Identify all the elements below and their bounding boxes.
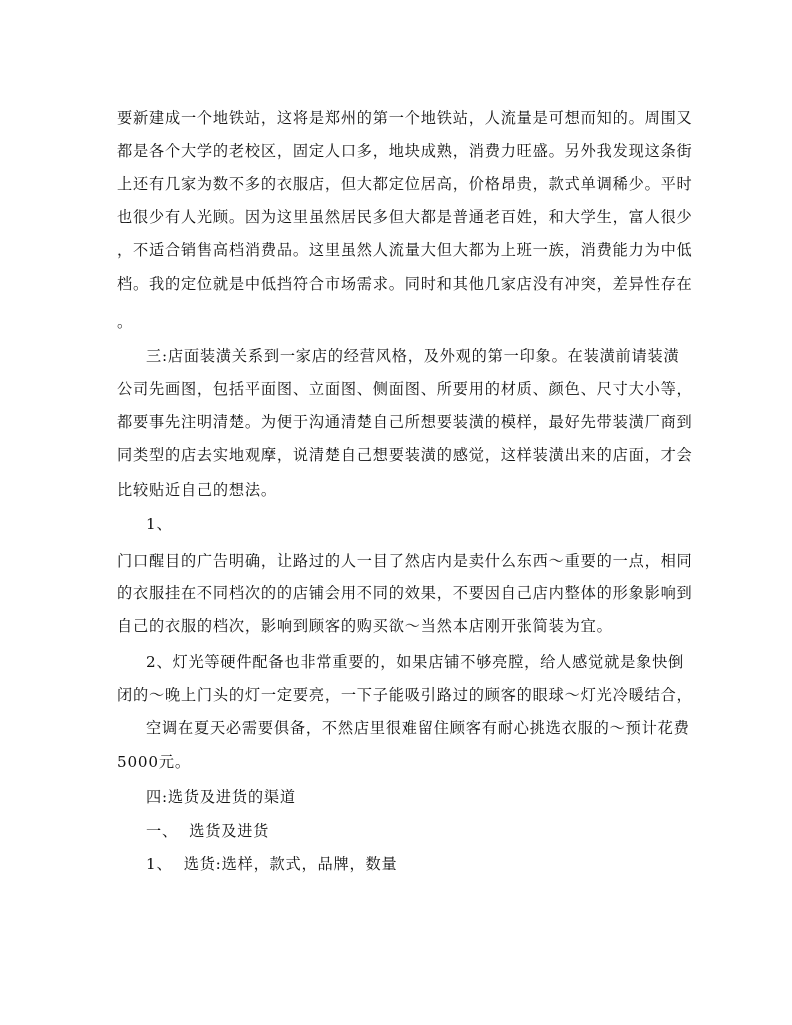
section-heading-4: 四:选货及进货的渠道	[146, 788, 296, 806]
text-line: 上还有几家为数不多的衣服店，但大都定位居高，价格昂贵，款式单调稀少。平时	[117, 175, 693, 193]
subsection-heading: 一、 选货及进货	[146, 822, 270, 840]
list-item-1: 1、 选货:选样，款式，品牌，数量	[146, 855, 398, 873]
text-line: 门口醒目的广告明确，让路过的人一目了然店内是卖什么东西～重要的一点，相同	[117, 552, 693, 570]
text-line: 档。我的定位就是中低挡符合市场需求。同时和其他几家店没有冲突，差异性存在	[117, 275, 693, 293]
text-line: 的衣服挂在不同档次的的店铺会用不同的效果，不要因自己店内整体的形象影响到	[117, 584, 693, 602]
text-line: 同类型的店去实地观摩，说清楚自己想要装潢的感觉，这样装潢出来的店面，才会	[117, 446, 693, 464]
text-line: 要新建成一个地铁站，这将是郑州的第一个地铁站，人流量是可想而知的。周围又	[117, 109, 693, 127]
text-line: 闭的～晚上门头的灯一定要亮，一下子能吸引路过的顾客的眼球～灯光冷暖结合，	[117, 686, 693, 704]
text-line: ，不适合销售高档消费品。这里虽然人流量大但大都为上班一族，消费能力为中低	[117, 241, 693, 259]
list-item-2: 2、灯光等硬件配备也非常重要的，如果店铺不够亮膛，给人感觉就是象快倒	[146, 653, 685, 671]
text-line: 都是各个大学的老校区，固定人口多，地块成熟，消费力旺盛。另外我发现这条街	[117, 142, 693, 160]
text-line: 。	[117, 313, 133, 331]
text-line: 比较贴近自己的想法。	[117, 481, 277, 499]
text-line: 都要事先注明清楚。为便于沟通清楚自己所想要装潢的模样，最好先带装潢厂商到	[117, 413, 693, 431]
text-line: 空调在夏天必需要俱备，不然店里很难留住顾客有耐心挑选衣服的～预计花费	[146, 719, 690, 737]
text-line: 公司先画图，包括平面图、立面图、侧面图、所要用的材质、颜色、尺寸大小等，	[117, 380, 693, 398]
section-heading-3: 三:店面装潢关系到一家店的经营风格，及外观的第一印象。在装潢前请装潢	[146, 347, 680, 365]
text-line: 5000元。	[117, 753, 191, 771]
text-line: 也很少有人光顾。因为这里虽然居民多但大都是普通老百姓，和大学生，富人很少	[117, 208, 693, 226]
text-line: 自己的衣服的档次，影响到顾客的购买欲～当然本店刚开张简装为宜。	[117, 617, 613, 635]
list-number-1: 1、	[146, 515, 173, 533]
